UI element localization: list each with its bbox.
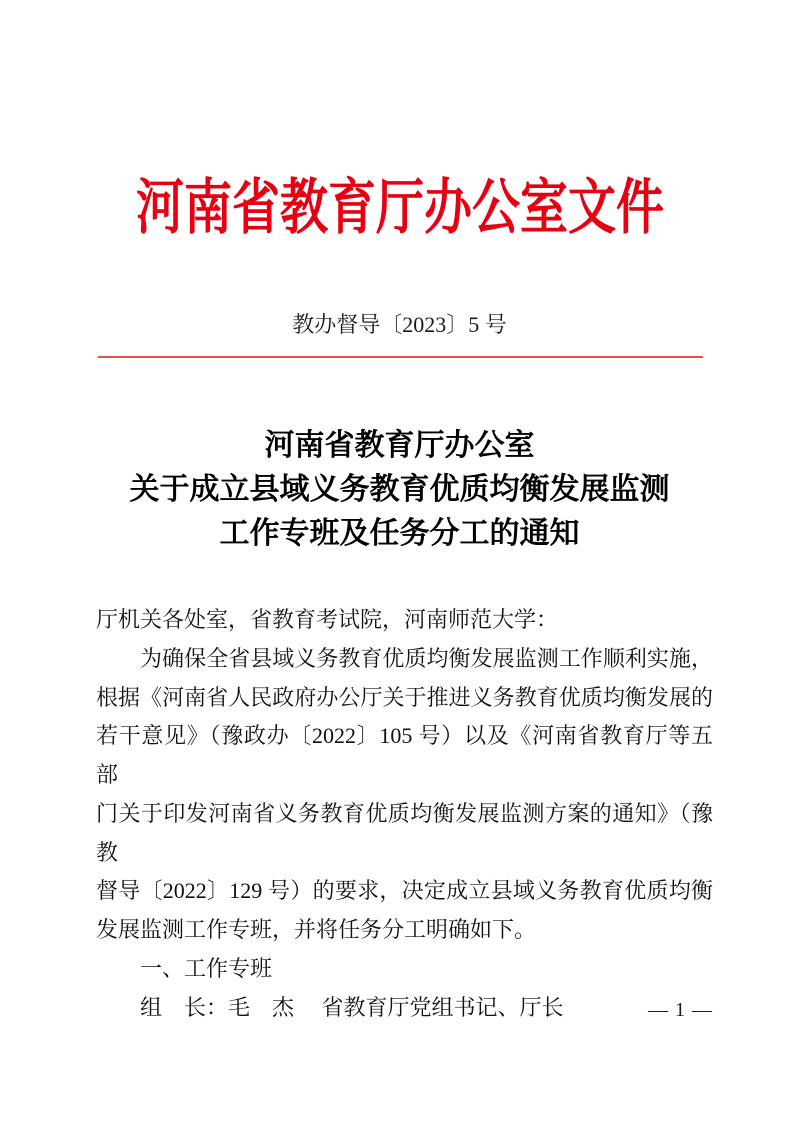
document-title <box>0 424 799 556</box>
body-line: 门关于印发河南省义务教育优质均衡发展监测方案的通知》（豫教 <box>96 800 713 865</box>
section-heading: 一、工作专班 <box>140 955 273 981</box>
body-line: 为确保全省县域义务教育优质均衡发展监测工作顺利实施， <box>140 645 713 671</box>
document-title-line-2: 关于成立县域义务教育优质均衡发展监测 <box>129 473 670 506</box>
body-line: 组 长：毛 杰 省教育厅党组书记、厅长 <box>140 994 564 1020</box>
body-line: 发展监测工作专班，并将任务分工明确如下。 <box>96 917 537 942</box>
red-divider-line <box>98 356 703 358</box>
body-line: 厅机关各处室，省教育考试院，河南师范大学： <box>96 607 559 632</box>
red-letterhead-text: 河南省教育厅办公室文件 <box>135 175 664 241</box>
page-number: — 1 — <box>648 999 713 1021</box>
document-title-line-1: 河南省教育厅办公室 <box>264 429 535 462</box>
body-line: 督导〔2022〕129 号）的要求，决定成立县域义务教育优质均衡 <box>96 878 713 904</box>
red-letterhead-title <box>0 168 799 248</box>
body-line: 根据《河南省人民政府办公厅关于推进义务教育优质均衡发展的 <box>96 684 713 710</box>
body-line: 若干意见》（豫政办〔2022〕105 号）以及《河南省教育厅等五部 <box>96 723 713 787</box>
document-title-line-3: 工作专班及任务分工的通知 <box>219 517 580 550</box>
document-number: 教办督导〔2023〕5 号 <box>292 312 507 337</box>
body <box>96 601 713 1027</box>
